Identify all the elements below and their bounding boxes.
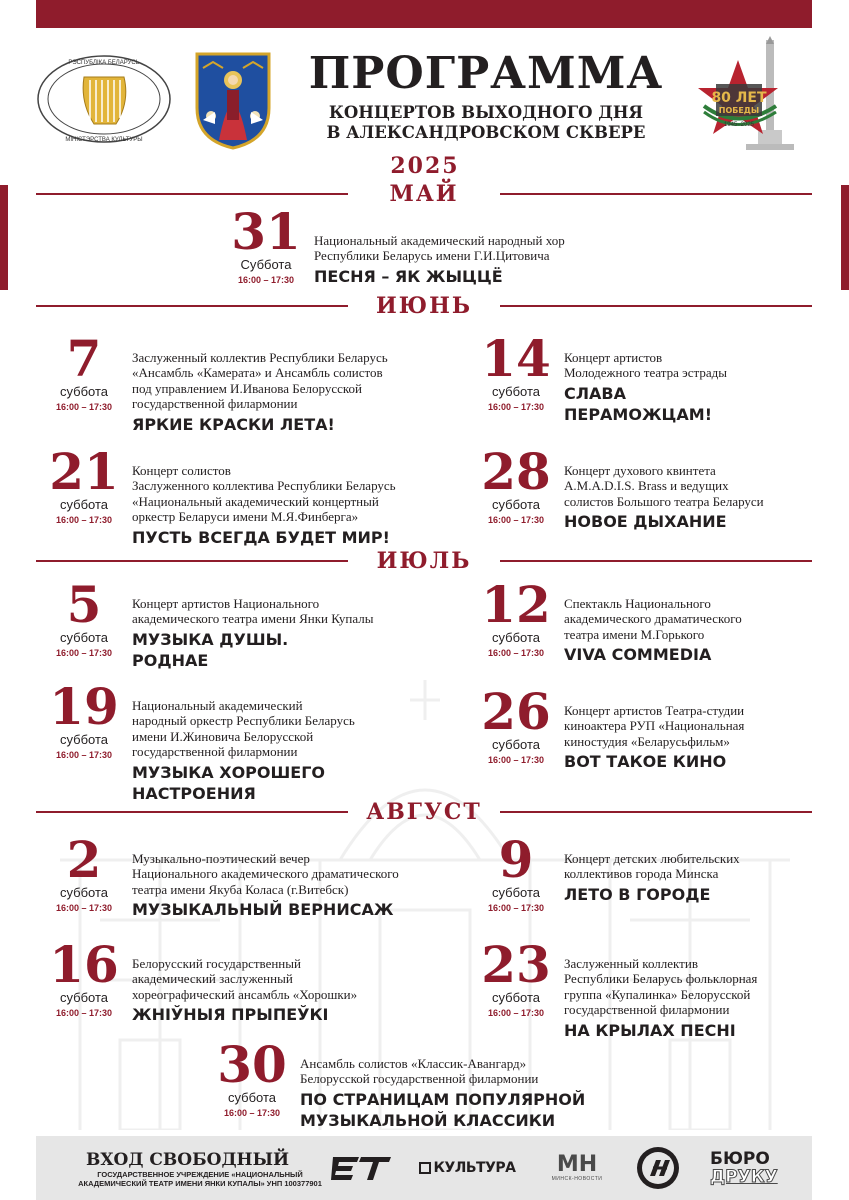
event-title: МУЗЫКА ХОРОШЕГО НАСТРОЕНИЯ (132, 762, 325, 803)
ministry-of-culture-logo (34, 52, 174, 147)
event-time: 16:00 – 17:30 (223, 1108, 281, 1118)
event-performer: Концерт артистов Молодежного театра эстрады (564, 349, 727, 380)
event-performer: Ансамбль солистов «Классик-Авангард» Белорусской государственной филармонии (300, 1055, 539, 1086)
event-time: 16:00 – 17:30 (487, 903, 545, 913)
right-accent-strip (841, 185, 849, 290)
bureau-druku-logo (710, 1136, 802, 1200)
page-title: ПРОГРАММА (308, 48, 664, 99)
bureau-label-2: ДРУКУ (710, 1167, 778, 1187)
event-title: НА КРЫЛАХ ПЕСНІ (564, 1020, 736, 1040)
ont-logo (628, 1136, 688, 1200)
top-accent-bar (36, 0, 812, 28)
event-weekday: суббота (491, 990, 541, 1005)
event-title: ЯРКИЕ КРАСКИ ЛЕТА! (132, 414, 335, 434)
event-title: НОВОЕ ДЫХАНИЕ (564, 512, 727, 531)
event-title: ВОТ ТАКОЕ КИНО (564, 752, 727, 771)
mn-label: МН (556, 1152, 598, 1177)
event-performer: Концерт артистов Национального академического театра имени Янки Купалы (132, 595, 374, 626)
event-title: ПУСТЬ ВСЕГДА БУДЕТ МИР! (132, 527, 390, 547)
event-day: 30 (217, 1035, 287, 1094)
event-performer: Концерт солистов Заслуженного коллектива Республики Беларусь «Национальный академический концертный оркестр Беларуси имени М.Я.Финберга» (132, 462, 396, 524)
month-divider-may (36, 179, 812, 209)
event-title: СЛАВА ПЕРАМОЖЦАМ! (564, 383, 712, 424)
event-title: ПО СТРАНИЦАМ ПОПУЛЯРНОЙ МУЗЫКАЛЬНОЙ КЛАССИКИ (300, 1089, 586, 1130)
event-time: 16:00 – 17:30 (487, 755, 545, 765)
event-weekday: суббота (491, 630, 541, 645)
page-subtitle: КОНЦЕРТОВ ВЫХОДНОГО ДНЯ В АЛЕКСАНДРОВСКОМ СКВЕРЕ (326, 103, 646, 142)
event-day: 31 (231, 202, 301, 261)
event-weekday: Суббота (240, 257, 292, 272)
event-time: 16:00 – 17:30 (55, 648, 113, 658)
event-day: 5 (66, 575, 102, 634)
month-label: ИЮЛЬ (376, 548, 472, 574)
event-day: 14 (481, 329, 551, 388)
event-day: 23 (481, 935, 551, 994)
tv-logo-icon (329, 1153, 393, 1183)
svg-text:РЭСПУБЛІКА БЕЛАРУСЬ: РЭСПУБЛІКА БЕЛАРУСЬ (68, 60, 140, 66)
event-time: 16:00 – 17:30 (55, 1008, 113, 1018)
event-day: 16 (49, 935, 119, 994)
event-weekday: суббота (491, 885, 541, 900)
event-day: 2 (66, 830, 102, 889)
ont-logo-icon (635, 1145, 681, 1191)
bureau-label-1: БЮРО (710, 1149, 770, 1169)
mn-small-label: МИНСК-НОВОСТИ (551, 1176, 603, 1182)
event-weekday: суббота (59, 497, 109, 512)
event-weekday: суббота (59, 732, 109, 747)
event-title: ЛЕТО В ГОРОДЕ (564, 884, 711, 904)
kultura-label: КУЛЬТУРА (433, 1160, 516, 1176)
event-time: 16:00 – 17:30 (487, 515, 545, 525)
event-time: 16:00 – 17:30 (55, 515, 113, 525)
month-label: МАЙ (389, 181, 459, 207)
event-weekday: суббота (227, 1090, 277, 1105)
kultura-mark-icon (419, 1162, 431, 1174)
event-performer: Заслуженный коллектив Республики Беларусь «Ансамбль «Камерата» и Ансамбль солистов под управлением И.Иванова Белорусской государственной филармонии (132, 349, 388, 411)
event-performer: Национальный академический народный оркестр Республики Беларусь имени И.Жиновича Белорусской государственной филармонии (132, 697, 355, 759)
event-title: МУЗЫКА ДУШЫ. РОДНАЕ (132, 629, 289, 670)
event-day: 26 (481, 682, 551, 741)
footer-bar (36, 1136, 812, 1200)
left-accent-strip (0, 185, 8, 290)
event-time: 16:00 – 17:30 (237, 275, 295, 285)
event-weekday: суббота (491, 497, 541, 512)
event-time: 16:00 – 17:30 (55, 402, 113, 412)
belarus-tv-logo (326, 1136, 396, 1200)
event-title: ПЕСНЯ – ЯК ЖЫЦЦЁ (314, 266, 503, 286)
event-weekday: суббота (491, 384, 541, 399)
event-weekday: суббота (59, 630, 109, 645)
svg-text:ПОБЕДЫ: ПОБЕДЫ (718, 106, 760, 115)
event-performer: Национальный академический народный хор Республики Беларусь имени Г.И.Цитовича (314, 232, 565, 263)
event-title: VIVA COMMEDIA (564, 645, 712, 664)
kultura-logo (412, 1136, 522, 1200)
svg-text:1945–2025: 1945–2025 (723, 122, 755, 128)
event-title: ЖНІЎНЫЯ ПРЫПЕЎКІ (132, 1005, 329, 1024)
year-label: 2025 (390, 153, 460, 179)
event-title: МУЗЫКАЛЬНЫЙ ВЕРНИСАЖ (132, 900, 394, 919)
event-day: 9 (498, 830, 534, 889)
event-time: 16:00 – 17:30 (55, 903, 113, 913)
event-weekday: суббота (59, 885, 109, 900)
event-performer: Концерт артистов Театра-студии киноактера РУП «Национальная киностудия «Беларусьфильм» (564, 702, 745, 749)
free-entry-label: ВХОД СВОБОДНЫЙ (86, 1150, 290, 1170)
event-time: 16:00 – 17:30 (55, 750, 113, 760)
svg-text:МІНІСТЭРСТВА КУЛЬТУРЫ: МІНІСТЭРСТВА КУЛЬТУРЫ (65, 137, 143, 143)
event-performer: Концерт детских любительских коллективов города Минска (564, 850, 740, 881)
minsk-novosti-logo (546, 1136, 608, 1200)
event-performer: Спектакль Национального академического драматического театра имени М.Горького (564, 595, 742, 642)
event-time: 16:00 – 17:30 (487, 402, 545, 412)
victory-80-emblem (690, 36, 812, 152)
event-day: 28 (481, 442, 551, 501)
event-day: 12 (481, 575, 551, 634)
event-performer: Белорусский государственный академический заслуженный хореографический ансамбль «Хорошки» (132, 955, 358, 1002)
event-weekday: суббота (59, 990, 109, 1005)
event-performer: Музыкально-поэтический вечер Национального академического драматического театра имени Якуба Коласа (г.Витебск) (132, 850, 399, 897)
minsk-coat-of-arms (193, 50, 273, 150)
event-performer: Заслуженный коллектив Республики Беларусь фольклорная группа «Купалинка» Белорусской государственной филармонии (564, 955, 758, 1017)
month-label: АВГУСТ (366, 799, 482, 825)
svg-text:80 ЛЕТ: 80 ЛЕТ (711, 90, 767, 106)
month-label: ИЮНЬ (375, 293, 473, 319)
event-day: 21 (49, 442, 119, 501)
event-day: 19 (49, 677, 119, 736)
event-weekday: суббота (59, 384, 109, 399)
event-day: 7 (66, 329, 102, 388)
event-time: 16:00 – 17:30 (487, 1008, 545, 1018)
event-performer: Концерт духового квинтета A.M.A.D.I.S. Brass и ведущих солистов Большого театра Беларуси (564, 462, 764, 509)
event-time: 16:00 – 17:30 (487, 648, 545, 658)
event-weekday: суббота (491, 737, 541, 752)
organizer-label: ГОСУДАРСТВЕННОЕ УЧРЕЖДЕНИЕ «НАЦИОНАЛЬНЫЙ АКАДЕМИЧЕСКИЙ ТЕАТР ИМЕНИ ЯНКИ КУПАЛЫ» УНП 100377901 (78, 1170, 322, 1188)
